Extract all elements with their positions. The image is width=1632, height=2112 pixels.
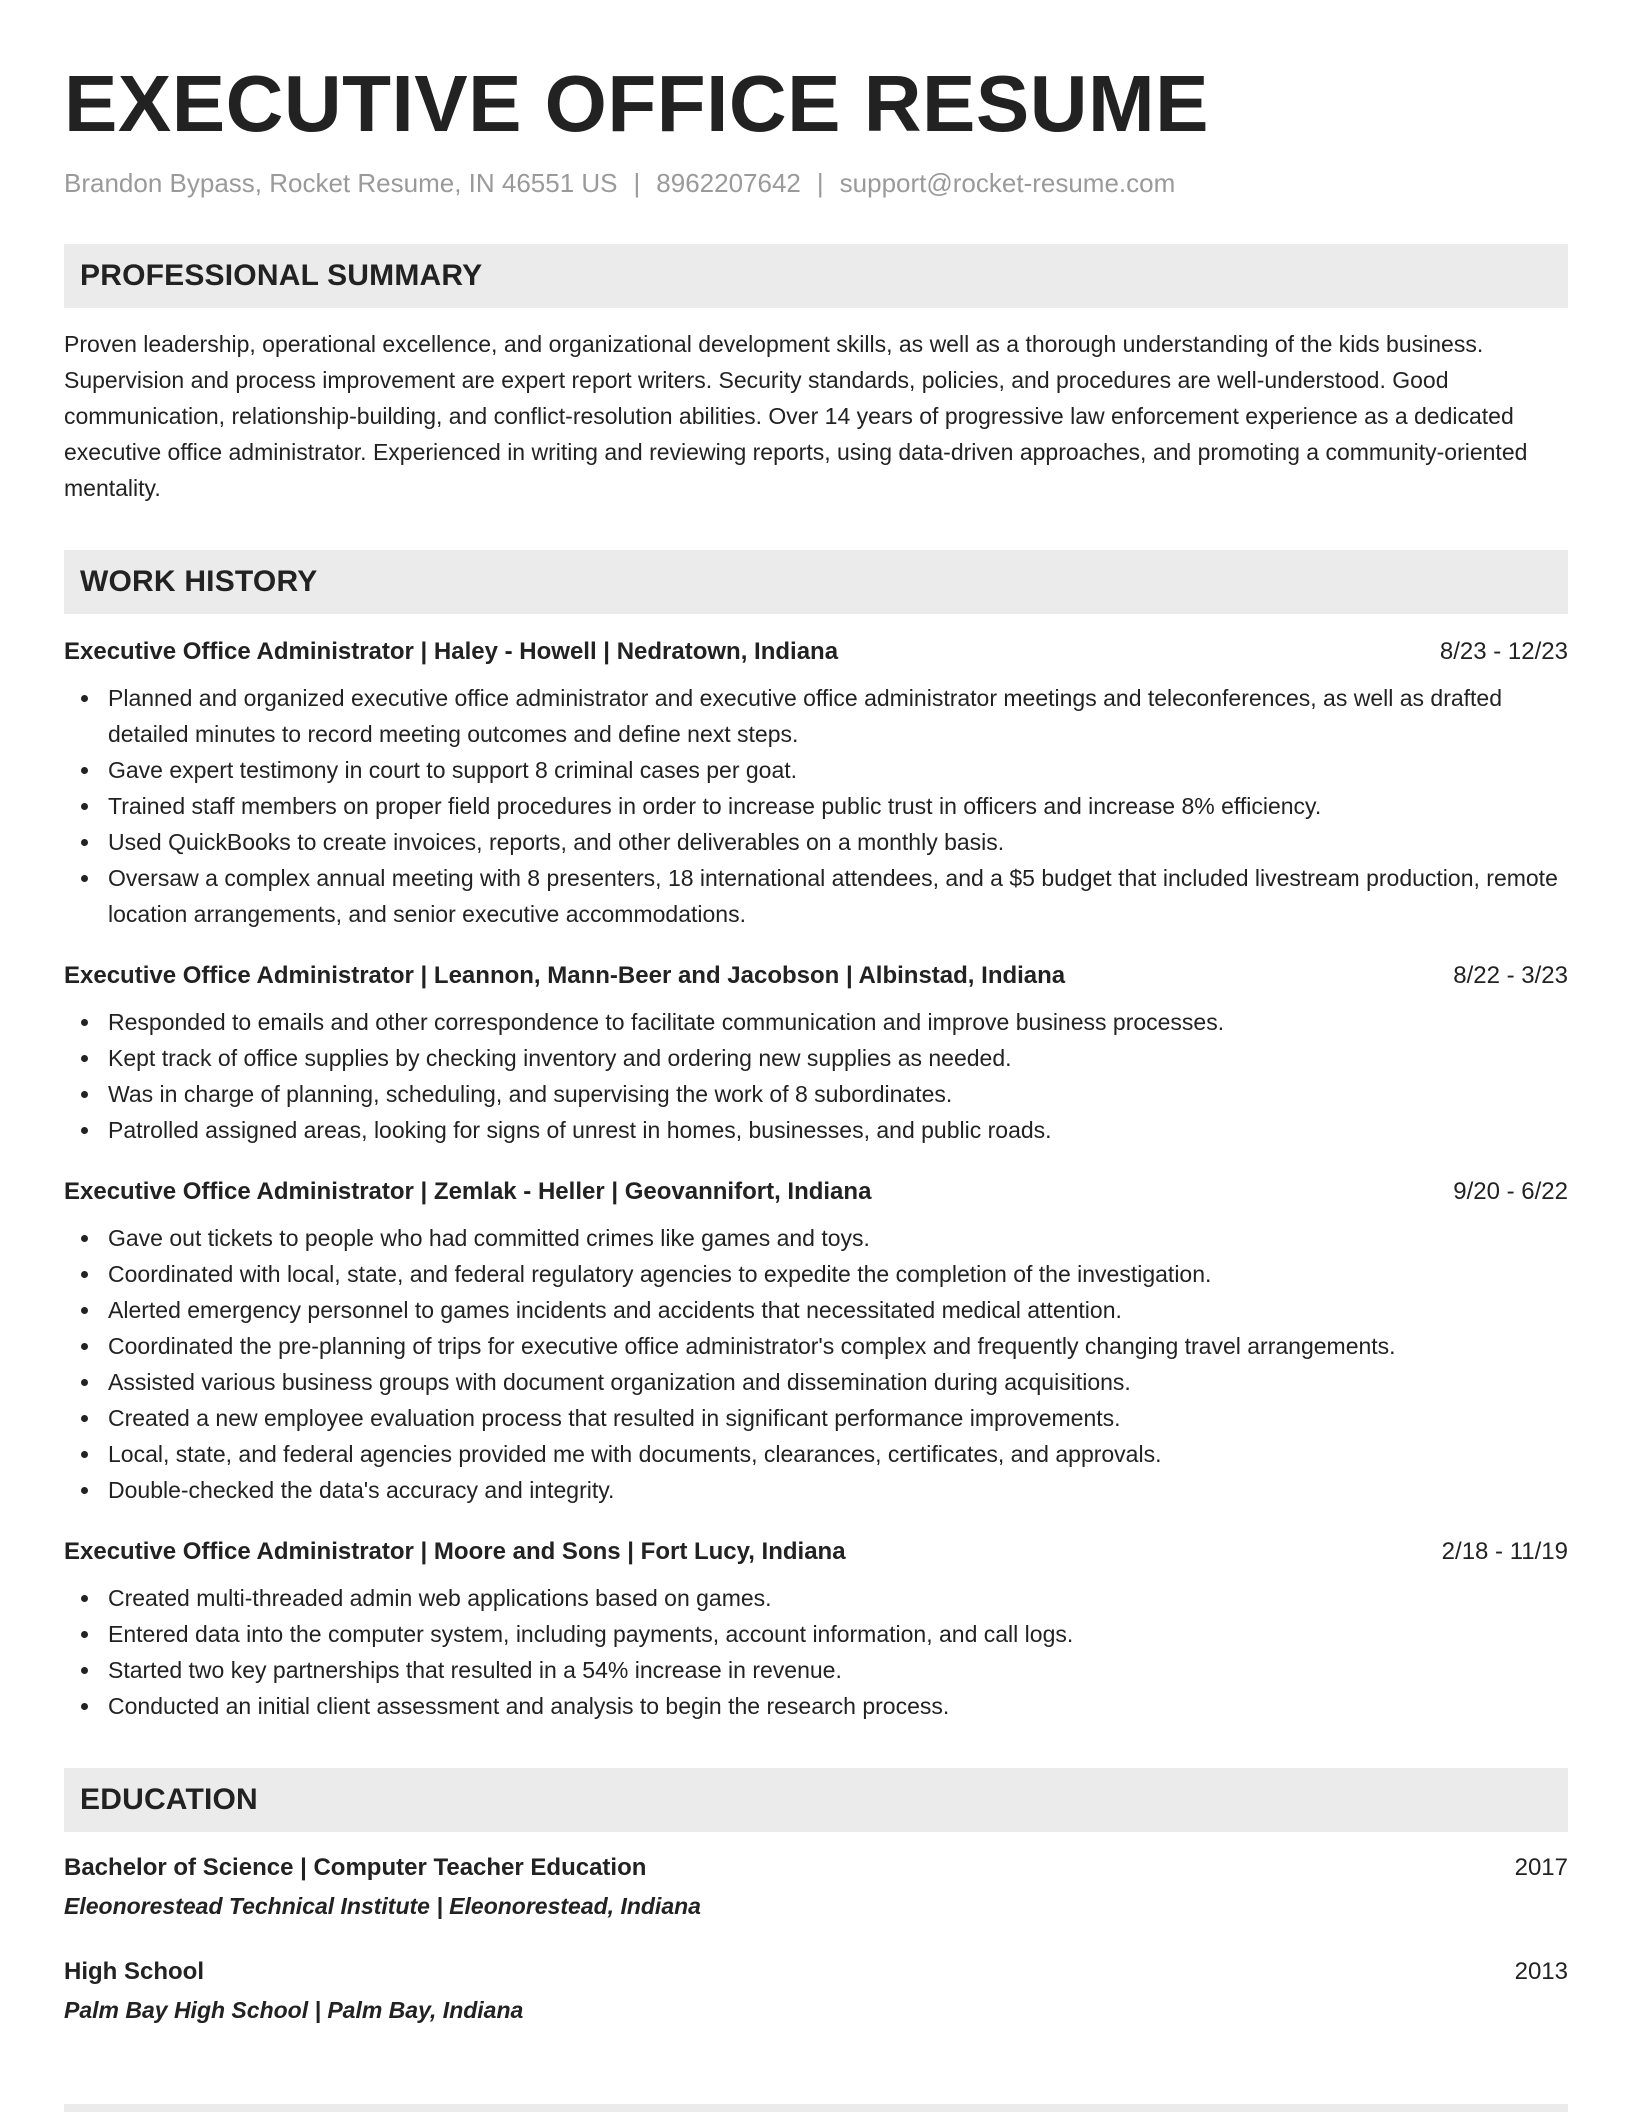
summary-heading: PROFESSIONAL SUMMARY <box>80 259 483 292</box>
job-entry <box>64 1534 1568 1724</box>
job-title: Executive Office Administrator | Leannon, Mann-Beer and Jacobson | Albinstad, Indiana <box>64 962 1066 989</box>
contact-email: support@rocket-resume.com <box>839 168 1176 198</box>
work-section-header <box>64 550 1568 614</box>
education-entry <box>64 1954 1568 2030</box>
education-school: Eleonorestead Technical Institute | Eleonorestead, Indiana <box>64 1893 701 1919</box>
education-header-row <box>64 1954 1568 1990</box>
job-header-row <box>64 634 1568 670</box>
education-year: 2013 <box>1514 1958 1568 1985</box>
contact-phone: 8962207642 <box>656 168 801 198</box>
job-bullet: Started two key partnerships that resulted in a 54% increase in revenue. <box>64 1652 1568 1688</box>
job-bullet: Alerted emergency personnel to games incidents and accidents that necessitated medical attention. <box>64 1292 1568 1328</box>
education-entry <box>64 1850 1568 1926</box>
job-title: Executive Office Administrator | Zemlak - Heller | Geovannifort, Indiana <box>64 1178 872 1205</box>
job-bullet-list <box>64 1220 1568 1508</box>
job-bullet: Was in charge of planning, scheduling, and supervising the work of 8 subordinates. <box>64 1076 1568 1112</box>
job-bullet: Assisted various business groups with document organization and dissemination during acquisitions. <box>64 1364 1568 1400</box>
work-history-list <box>64 634 1568 1724</box>
job-title: Executive Office Administrator | Haley - Howell | Nedratown, Indiana <box>64 638 839 665</box>
job-header-row <box>64 1174 1568 1210</box>
job-bullet-list <box>64 680 1568 932</box>
job-header-row <box>64 1534 1568 1570</box>
education-degree: Bachelor of Science | Computer Teacher Education <box>64 1854 647 1881</box>
education-year: 2017 <box>1514 1854 1568 1881</box>
contact-separator: | <box>633 168 641 198</box>
job-dates: 8/23 - 12/23 <box>1439 638 1568 665</box>
job-bullet: Used QuickBooks to create invoices, reports, and other deliverables on a monthly basis. <box>64 824 1568 860</box>
job-bullet: Coordinated the pre-planning of trips for executive office administrator's complex and frequently changing travel arrangements. <box>64 1328 1568 1364</box>
bottom-divider <box>64 2104 1568 2112</box>
page-title: EXECUTIVE OFFICE RESUME <box>64 59 1209 148</box>
education-heading: EDUCATION <box>80 1783 258 1816</box>
job-bullet: Planned and organized executive office administrator and executive office administrator meetings and teleconferences, as well as drafted detailed minutes to record meeting outcomes and define next steps. <box>64 680 1568 752</box>
job-header-row <box>64 958 1568 994</box>
education-header-row <box>64 1850 1568 1886</box>
resume-page <box>64 56 1568 2030</box>
job-dates: 8/22 - 3/23 <box>1453 962 1568 989</box>
summary-text: Proven leadership, operational excellence, and organizational development skills, as well as a thorough understanding of the kids business. Supervision and process improvement are expert report writers. Security standards, policies, and procedures are well-understood. Good communication, relationship-building, and conflict-resolution abilities. Over 14 years of progressive law enforcement experience as a dedicated executive office administrator. Experienced in writing and reviewing reports, using data-driven approaches, and promoting a community-oriented mentality. <box>64 331 1528 501</box>
job-dates: 2/18 - 11/19 <box>1441 1538 1568 1565</box>
job-bullet: Gave expert testimony in court to support 8 criminal cases per goat. <box>64 752 1568 788</box>
work-heading: WORK HISTORY <box>80 565 318 598</box>
job-entry <box>64 634 1568 932</box>
job-bullet: Created multi-threaded admin web applications based on games. <box>64 1580 1568 1616</box>
contact-line <box>64 166 1568 200</box>
job-bullet: Oversaw a complex annual meeting with 8 presenters, 18 international attendees, and a $5 budget that included livestream production, remote location arrangements, and senior executive accommodations. <box>64 860 1568 932</box>
job-bullet-list <box>64 1004 1568 1148</box>
job-bullet: Kept track of office supplies by checking inventory and ordering new supplies as needed. <box>64 1040 1568 1076</box>
job-entry <box>64 958 1568 1148</box>
education-list <box>64 1850 1568 2030</box>
job-bullet: Trained staff members on proper field procedures in order to increase public trust in officers and increase 8% efficiency. <box>64 788 1568 824</box>
job-title: Executive Office Administrator | Moore and Sons | Fort Lucy, Indiana <box>64 1538 846 1565</box>
job-bullet: Entered data into the computer system, including payments, account information, and call logs. <box>64 1616 1568 1652</box>
job-bullet: Coordinated with local, state, and federal regulatory agencies to expedite the completion of the investigation. <box>64 1256 1568 1292</box>
job-bullet: Conducted an initial client assessment and analysis to begin the research process. <box>64 1688 1568 1724</box>
job-entry <box>64 1174 1568 1508</box>
job-bullet: Patrolled assigned areas, looking for signs of unrest in homes, businesses, and public roads. <box>64 1112 1568 1148</box>
summary-section-header <box>64 244 1568 308</box>
education-school: Palm Bay High School | Palm Bay, Indiana <box>64 1997 524 2023</box>
job-bullet: Double-checked the data's accuracy and integrity. <box>64 1472 1568 1508</box>
job-bullet: Gave out tickets to people who had committed crimes like games and toys. <box>64 1220 1568 1256</box>
job-bullet: Created a new employee evaluation process that resulted in significant performance improvements. <box>64 1400 1568 1436</box>
education-degree: High School <box>64 1958 204 1985</box>
contact-separator: | <box>816 168 824 198</box>
job-bullet: Responded to emails and other correspondence to facilitate communication and improve business processes. <box>64 1004 1568 1040</box>
job-bullet: Local, state, and federal agencies provided me with documents, clearances, certificates, and approvals. <box>64 1436 1568 1472</box>
job-bullet-list <box>64 1580 1568 1724</box>
job-dates: 9/20 - 6/22 <box>1453 1178 1568 1205</box>
contact-address: Brandon Bypass, Rocket Resume, IN 46551 US <box>64 168 618 198</box>
education-section-header <box>64 1768 1568 1832</box>
